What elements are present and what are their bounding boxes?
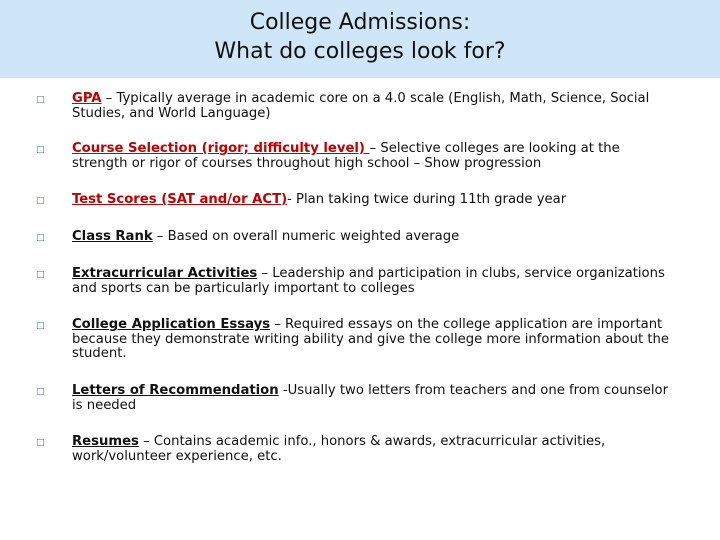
- term-resumes: Resumes: [72, 434, 139, 449]
- item-description: – Typically average in academic core on a 4.0 scale (English, Math, Science, Social Studies, and World Language): [72, 91, 650, 121]
- square-bullet-icon: □: [36, 321, 45, 331]
- term-course-selection: Course Selection (rigor; difficulty level): [72, 141, 370, 156]
- term-essays: College Application Essays: [72, 317, 271, 332]
- item-description: – Contains academic info., honors & awards, extracurricular activities, work/volunteer experience, etc.: [72, 434, 606, 464]
- title-line-1: College Admissions:: [249, 10, 471, 35]
- item-description: -Usually two letters from teachers and one from counselor is needed: [72, 383, 669, 413]
- title-line-2: What do colleges look for?: [214, 39, 506, 64]
- square-bullet-icon: □: [36, 387, 45, 397]
- term-test-scores: Test Scores (SAT and/or ACT): [72, 192, 288, 207]
- square-bullet-icon: □: [36, 95, 45, 105]
- square-bullet-icon: □: [36, 196, 45, 206]
- item-description: – Leadership and participation in clubs, service organizations and sports can be particularly important to colleges: [72, 266, 665, 296]
- item-description: – Selective colleges are looking at the strength or rigor of courses throughout high school – Show progression: [72, 141, 620, 171]
- square-bullet-icon: □: [36, 145, 45, 155]
- term-gpa: GPA: [72, 91, 102, 106]
- item-description: - Plan taking twice during 11th grade year: [287, 192, 567, 207]
- item-description: – Required essays on the college application are important because they demonstrate writing ability and give the college more information about the student.: [72, 317, 669, 361]
- square-bullet-icon: □: [36, 233, 45, 243]
- term-letters: Letters of Recommendation: [72, 383, 279, 398]
- item-description: – Based on overall numeric weighted average: [152, 229, 460, 244]
- square-bullet-icon: □: [36, 438, 45, 448]
- square-bullet-icon: □: [36, 270, 45, 280]
- term-class-rank: Class Rank: [72, 229, 153, 244]
- term-extracurricular: Extracurricular Activities: [72, 266, 258, 281]
